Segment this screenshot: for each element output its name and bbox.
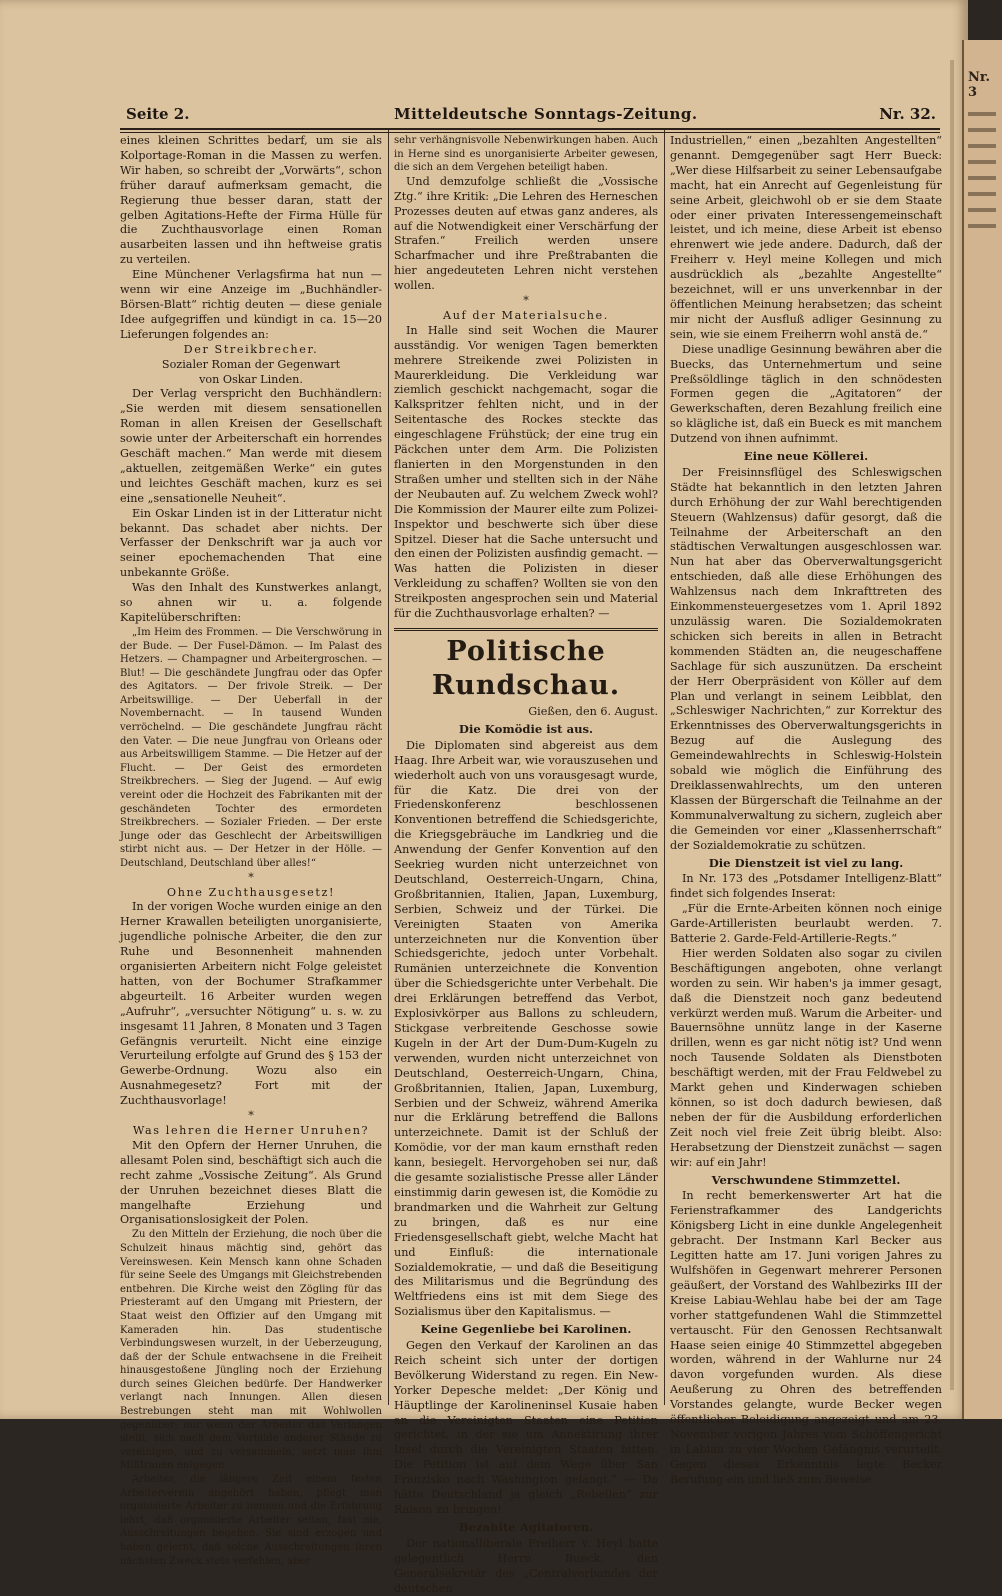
article-text: Und demzufolge schließt die „Vossische Ztg.“ ihre Kritik: „Die Lehren des Herneschen Prozesses deuten auf etwas ganz anderes, als auf die Notwendigkeit einer Verschärfung der Strafen.“ Freilich werden unsere Scharfmacher und ihre Preßtrabanten die hier angedeuteten Lehren nicht verstehen wollen.: [394, 174, 658, 293]
article-quote: Zu den Mitteln der Erziehung, die noch über die Schulzeit hinaus mächtig sind, gehört das Vereinswesen. Kein Mensch kann ohne Schaden für seine Seele des Umgangs mit Gleichstrebenden entbehren. Die Kirche weist den Zögling für das Priesteramt auf den Umgang mit Priestern, der Staat weist den Offizier auf den Umgang mit Kameraden hin. Das studentische Verbindungswesen wurzelt, in der Ueberzeugung, daß der der Schule entwachsene in die Freiheit hinausgestoßene Jüngling noch der Erziehung durch seines Gleichen bedürfe. Der Handwerker verlangt nach Innungen. Allen diesen Bestrebungen steht man mit Wohlwollen gegenüber; nur wenn der Arbeiter das Verlangen stellt, sich nach dem Vorbilde anderer Stände zu vereinigen, und zu versammeln, setzt man ihm Mißtrauen entgegen.: [120, 1229, 382, 1472]
adjacent-text-line: [968, 176, 996, 180]
article-text: Gegen den Verkauf der Karolinen an das Reich scheint sich unter der dortigen Bevölkerung Widerstand zu regen. Ein New-Yorker Depesche meldet: „Der König und Häuptlinge der Karolineninsel Kusaie haben an die Vereinigten Staaten eine Petition gerichtet, in der sie um Annektirung ihrer Insel durch die Vereinigten Staaten bitten. Die Petition ist auf dem Wege über San Franzisko nach Washington gelangt.“ — Da hätte Deutschland ja gleich „Rebellen“ zur Raison zu bringen!: [394, 1339, 658, 1516]
header-rule: [120, 128, 940, 130]
column-divider-1: [388, 130, 389, 1405]
section-separator: *: [248, 870, 254, 884]
article-text: Der Freisinnsflügel des Schleswigschen Städte hat bekanntlich in den letzten Jahren durch Erhöhung der zur Wahl berechtigenden Steuern (Wahlzensus) dafür gesorgt, daß die Teilnahme der Arbeiterschaft an den städtischen Verwaltungen ausgeschlossen war. Nun hat aber das Oberverwaltungsgericht entschieden, daß alle diese Erhöhungen des Wahlzensus nach dem Inkrafttreten des Einkommensteuergesetzes vom 1. April 1892 unzulässig waren. Die Sozialdemokraten schicken sich bereits in allen in Betracht kommenden Städten an, die neugeschaffene Sachlage für sich auszunützen. Da erscheint der Herr Oberpräsident von Köller auf dem Plan und verlangt in seinem Leibblat, den „Schleswiger Nachrichten,“ zur Korrektur des Erkenntnisses des Oberverwaltungsgerichts in Bezug auf die Auslegung des Gemeindewahlrechts in Schleswig-Holstein sobald wie möglich die Einführung des Dreiklassenwahlrechts, um den unteren Klassen der Bürgerschaft die Teilnahme an der Kommunalverwaltung zu sichern, zugleich aber die Gemeinden vor einer „Klassenherrschaft“ der Sozialdemokratie zu schützen.: [670, 465, 942, 852]
adjacent-text-line: [968, 208, 996, 212]
article-heading: Die Komödie ist aus.: [458, 721, 594, 736]
page-header: [126, 103, 936, 129]
column-2: [394, 134, 658, 1595]
quoted-advert: „Für die Ernte-Arbeiten können noch einige Garde-Artilleristen beurlaubt werden. 7. Batterie 2. Garde-Feld-Artillerie-Regts.“: [670, 902, 942, 946]
adjacent-text-line: [968, 144, 996, 148]
article-quote: Arbeiter, die längere Zeit einem festen Arbeiterverein angehört haben, pflegt man organisierte Arbeiter zu nennen und die Erfahrung lehrt, daß organisierte Arbeiter selten, fast nie, Ausschreitungen begehen. Sie sind erzogen und haben gelernt, daß solche Ausschreitungen ihren nächsten Zweck stets verfehlen, aber: [120, 1474, 382, 1567]
section-separator: *: [248, 1109, 254, 1123]
adjacent-text-line: [968, 112, 996, 116]
article-text: Die Diplomaten sind abgereist aus dem Haag. Ihre Arbeit war, wie vorauszusehen und wiederholt auch von uns vorausgesagt wurde, für die Katz. Die drei von der Friedenskonferenz beschlossenen Konventionen betreffend die Schiedsgerichte, die Kriegsgebräuche im Landkrieg und die Anwendung der Genfer Konvention auf den Seekrieg wurden nicht unterzeichnet von Deutschland, Oesterreich-Ungarn, China, Großbritannien, Italien, Japan, Luxemburg, Serbien, Schweiz und der Türkei. Die Vereinigten Staaten von Amerika unterzeichneten nur die Konvention über Schiedsgerichte, jedoch unter Vorbehalt. Rumänien unterzeichnete die Konvention über die Schiedsgerichte unter Verbehalt. Die drei Erklärungen betreffend das Verbot, Explosivkörper aus Ballons zu schleudern, Stickgase verbreitende Geschosse sowie Kugeln in der Art der Dum-Dum-Kugeln zu verwenden, wurden nicht unterzeichnet von Deutschland, Oesterreich-Ungarn, China, Großbritannien, Italien, Japan, Luxemburg, Serbien und der Schweiz, während Amerika nur die Erklärung betreffend die Ballons unterzeichnete. Damit ist der Schluß der Komödie, vor der man kaum ernsthaft reden kann, besiegelt. Hervorgehoben sei nur, daß die gesamte sozialistische Presse aller Länder einstimmig darin gewesen ist, die Komödie zu brandmarken und die Wahrheit zur Geltung zu bringen, daß es nur eine Friedensgesellschaft giebt, welche Macht hat und Einfluß: die internationale Sozialdemokratie, — und daß die Beseitigung des Militarismus und die Begründung des Weltfriedens eins ist mit dem Siege des Sozialismus über den Kapitalismus. —: [394, 738, 658, 1319]
article-heading: Eine neue Köllerei.: [743, 449, 869, 464]
book-author: von Oskar Linden.: [199, 372, 303, 386]
article-text: Eine Münchener Verlagsfirma hat nun — wenn wir eine Anzeige im „Buchhändler-Börsen-Blatt“ richtig deuten — diese geniale Idee aufgegriffen und kündigt in ca. 15—20 Lieferungen folgendes an:: [120, 268, 382, 341]
article-heading: Bezahlte Agitatoren.: [458, 1519, 594, 1534]
adjacent-page-number: Nr. 3: [968, 70, 991, 100]
article-heading: Auf der Materialsuche.: [443, 308, 609, 322]
header-rule-thin: [120, 132, 940, 133]
section-separator: *: [523, 294, 529, 308]
article-heading: Die Dienstzeit ist viel zu lang.: [708, 855, 904, 870]
book-title: Der Streikbrecher.: [183, 342, 319, 356]
article-text: In Nr. 173 des „Potsdamer Intelligenz-Blatt“ findet sich folgendes Inserat:: [670, 872, 942, 901]
adjacent-text-line: [968, 160, 996, 164]
column-1: [120, 134, 382, 1567]
page-number-label: Seite 2.: [126, 105, 190, 123]
article-text: Ein Oskar Linden ist in der Litteratur nicht bekannt. Das schadet aber nichts. Der Verfasser der Denkschrift war ja auch vor seiner epochemachenden That eine unbekannte Größe.: [120, 506, 382, 580]
book-subtitle: Sozialer Roman der Gegenwart: [161, 357, 341, 371]
page-edge-shadow: [950, 60, 954, 1390]
article-heading: Was lehren die Herner Unruhen?: [132, 1124, 370, 1137]
article-heading: Ohne Zuchthausgesetz!: [166, 885, 336, 899]
article-text: Mit den Opfern der Herner Unruhen, die allesamt Polen sind, beschäftigt sich auch die recht zahme „Vossische Zeitung“. Als Grund der Unruhen bezeichnet dieses Blatt die mangelhafte Erziehung und Organisationslosigkeit der Polen.: [120, 1138, 382, 1227]
issue-number: Nr. 32.: [879, 105, 936, 123]
column-divider-2: [664, 130, 665, 1405]
article-text: Der nationalliberale Freiherr v. Heyl hatte gelegentlich Herrn Bueck, den Generalsekretär des „Centralverbandes der deutschen: [394, 1536, 658, 1595]
article-quote: sehr verhängnisvolle Nebenwirkungen haben. Auch in Herne sind es unorganisierte Arbeiter gewesen, die sich an dem Vergehen beteiligt haben.: [394, 135, 658, 174]
article-text: Hier werden Soldaten also sogar zu civilen Beschäftigungen angeboten, ohne verlangt worden zu sein. Wir haben's ja immer gesagt, daß die Dienstzeit noch ganz bedeutend verkürzt werden muß. Warum die Arbeiter- und Bauernsöhne unnütz lange in der Kaserne drillen, wenn es gar nicht nötig ist? Und wenn noch Tausende Soldaten als Dienstboten beschäftigt werden, mit der Frau Feldwebel zu Markt gehen und Kinderwagen schieben können, so ist doch dadurch bewiesen, daß neben der für die Ausbildung erforderlichen Zeit noch viel freie Zeit übrig bleibt. Also: Herabsetzung der Dienstzeit zunächst — sagen wir: auf ein Jahr!: [670, 946, 942, 1169]
newspaper-title: Mitteldeutsche Sonntags-Zeitung.: [394, 105, 698, 123]
article-text: Industriellen,“ einen „bezahlten Angestellten“ genannt. Demgegenüber sagt Herr Bueck: „Wer diese Hilfsarbeit zu seiner Lebensaufgabe macht, hat ein Anrecht auf Gegenleistung für seine Arbeit, gleichwohl ob er sie dem Staate oder einer privaten Interessengemeinschaft leistet, und ich meine, diese Arbeit ist ebenso ehrenwert wie jede andere. Dadurch, daß der Freiherr v. Heyl meine Kollegen und mich ausdrücklich als „bezahlte Angestellte“ bezeichnet, will er uns unverkennbar in der öffentlichen Meinung herabsetzen; das scheint mir nicht der Ausfluß adliger Gesinnung zu sein, wie sie einem Freiherrn wohl anstä de.“: [670, 134, 942, 341]
article-text: Der Verlag verspricht den Buchhändlern: „Sie werden mit diesem sensationellen Roman in allen Kreisen der Gesellschaft sowie unter der Arbeiterschaft ein horrendes Geschäft machen.“ Man werde mit diesem „aktuellen, zeitgemäßen Werke“ ein gutes und leichtes Geschäft machen, kurz es sei eine „sensationelle Neuheit“.: [120, 387, 382, 505]
article-text: In der vorigen Woche wurden einige an den Herner Krawallen beteiligten unorganisierte, jugendliche polnische Arbeiter, die den zur Ruhe und Besonnenheit mahnenden organisierten Arbeitern nicht Folge geleistet hatten, von der Bochumer Strafkammer abgeurteilt. 16 Arbeiter wurden wegen „Aufruhr“, „versuchter Nötigung“ u. s. w. zu insgesamt 11 Jahren, 8 Monaten und 3 Tagen Gefängnis verurteilt. Nicht eine einzige Verurteilung erfolgte auf Grund des § 153 der Gewerbe-Ordnung. Wozu also ein Ausnahmegesetz? Fort mit der Zuchthausvorlage!: [120, 900, 382, 1108]
adjacent-text-line: [968, 224, 996, 228]
article-heading: Keine Gegenliebe bei Karolinen.: [420, 1322, 632, 1337]
article-text: eines kleinen Schrittes bedarf, um sie als Kolportage-Roman in die Massen zu werfen. Wir haben, so schreibt der „Vorwärts“, schon früher darauf aufmerksam gemacht, die Regierung thue besser daran, statt der gelben Agitations-Hefte der Firma Hülle für die Zuchthausvorlage einen Roman ausarbeiten lassen und ihn heftweise gratis zu verteilen.: [120, 134, 382, 267]
article-heading: Verschwundene Stimmzettel.: [711, 1172, 901, 1187]
column-3: [670, 134, 942, 1486]
section-title: Politische Rundschau.: [394, 628, 658, 703]
article-text: Was den Inhalt des Kunstwerkes anlangt, so ahnen wir u. a. folgende Kapitelüberschriften:: [120, 581, 382, 624]
article-text: In Halle sind seit Wochen die Maurer ausständig. Vor wenigen Tagen bemerkten mehrere Streikende zwei Polizisten in Maurerkleidung. Die Verkleidung war ziemlich geschickt nachgemacht, sogar die Kalkspritzer fehlten nicht, und in der Seitentasche des Rockes steckte das eingeschlagene Frühstück; der eine trug ein Päckchen unter dem Arm. Die Polizisten flanierten in den Morgenstunden in den Straßen umher und stellten sich in der Nähe der Neubauten auf. Zu welchem Zweck wohl? Die Kommission der Maurer eilte zum Polizei-Inspektor und beschwerte sich über diese Spitzel. Dieser hat die Sache untersucht und den einen der Polizisten ausfindig gemacht. — Was hatten die Polizisten in dieser Verkleidung zu schaffen? Wollten sie von den Streikposten angesprochen sein und Material für die Zuchthausvorlage erhalten? —: [394, 323, 658, 621]
adjacent-page-strip: [962, 40, 1002, 1419]
adjacent-text-line: [968, 192, 996, 196]
chapter-list: „Im Heim des Frommen. — Die Verschwörung in der Bude. — Der Fusel-Dämon. — Im Palast des Hetzers. — Champagner und Arbeitergroschen. — Blut! — Die geschändete Jungfrau oder das Opfer des Agitators. — Der frivole Streik. — Der Arbeitswillige. — Der Ueberfall in der Novembernacht. — In tausend Wunden verröchelnd. — Die geschändete Jungfrau rächt den Vater. — Die neue Jungfrau von Orleans oder aus Arbeitswilligem Stamme. — Die Hetzer auf der Flucht. — Der Geist des ermordeten Streikbrechers. — Sieg der Jugend. — Auf ewig vereint oder die Hochzeit des Fabrikanten mit der geschändeten Tochter des ermordeten Streikbrechers. — Sozialer Frieden. — Der erste Junge oder das Geschlecht der Arbeitswilligen stirbt nicht aus. — Der Hetzer in der Hölle. — Deutschland, Deutschland über alles!“: [120, 626, 382, 869]
adjacent-text-line: [968, 128, 996, 132]
article-text: In recht bemerkenswerter Art hat die Ferienstrafkammer des Landgerichts Königsberg Licht in eine dunkle Angelegenheit gebracht. Der Instmann Karl Becker aus Legitten hatte am 17. Juni vorigen Jahres zu Wulfshöfen in Gegenwart mehrerer Personen geäußert, der Vorstand des Wahlbezirks III der Kreise Labiau-Wehlau habe bei der am Tage vorher stattgefundenen Wahl die Stimmzettel vertauscht. Für den Genossen Rechtsanwalt Haase seien einige 40 Stimmzettel abgegeben worden, während in der Wahlurne nur 24 davon vorgefunden wurden. Als diese Aeußerung zu Ohren des betreffenden Vorstandes gelangte, wurde Becker wegen öffentlicher Beleidigung angezeigt und am 23. November vorigen Jahres vom Schöffengericht in Labiau zu vier Wochen Gefängnis verurteilt. Gegen dieses Erkenntnis legte Becker Berufung ein und ließ zum Beweise: [670, 1189, 942, 1486]
dateline: Gießen, den 6. August.: [528, 704, 658, 718]
article-text: Diese unadlige Gesinnung bewähren aber die Buecks, das Unternehmertum und seine Preßsöldlinge täglich in den schnödesten Formen gegen die „Agitatoren“ der Gewerkschaften, deren Bezahlung freilich eine so klägliche ist, daß ein Bueck es mit manchem Dutzend von ihnen aufnimmt.: [670, 342, 942, 446]
